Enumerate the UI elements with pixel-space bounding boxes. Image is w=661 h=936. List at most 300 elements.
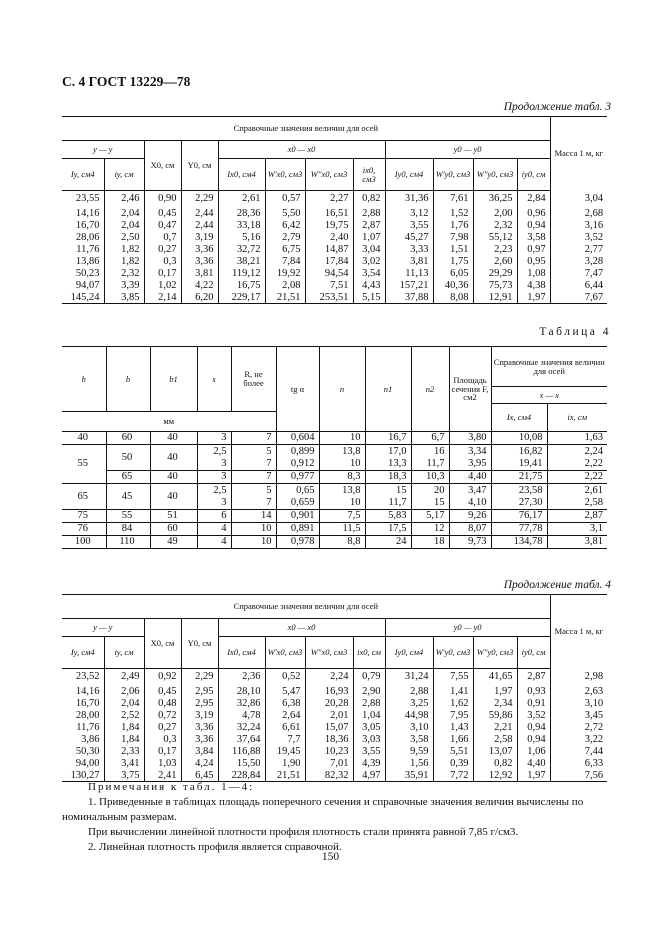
table-cell: 17,5 <box>365 523 411 536</box>
table-cell: 1,52 <box>433 208 473 220</box>
table-cell: 28,00 <box>75 709 100 721</box>
table-cell: 2,58 <box>547 497 607 510</box>
table-cell: 2,61 <box>218 191 265 208</box>
table-cell: 3,55 <box>385 220 433 232</box>
table-cell: 0,91 <box>517 698 550 710</box>
table-cell: 7,7 <box>265 734 305 746</box>
sub-header-8: W''y0, см3 <box>473 159 517 191</box>
table-cell: 3,47 <box>449 484 491 497</box>
table-cell: 0,94 <box>517 220 550 232</box>
table-cell: 5,16 <box>218 232 265 244</box>
table-cell: 4,10 <box>449 497 491 510</box>
table-row <box>62 232 607 244</box>
table-cell: 3,36 <box>181 722 218 734</box>
table-cell: 3,81 <box>181 268 218 280</box>
table-cell: 60 <box>150 523 197 536</box>
sub-header-6: Iy0, см4 <box>385 159 433 191</box>
table-cell: 49 <box>150 536 197 549</box>
table-cell: 27,30 <box>491 497 547 510</box>
table-row <box>62 280 607 292</box>
col-n2: n2 <box>411 347 449 432</box>
table-cell: 3,58 <box>517 232 550 244</box>
table-cell: 1,84 <box>104 734 144 746</box>
table-cell: 2,40 <box>305 232 353 244</box>
table-cell: 116,88 <box>218 746 265 758</box>
table-cell: 12 <box>411 523 449 536</box>
table-cell: 2,90 <box>353 686 385 698</box>
group-header: Справочные значения величин для осей <box>62 595 550 619</box>
table-cell: 2,84 <box>517 191 550 208</box>
table-cell: 94,54 <box>305 268 353 280</box>
table-cell: 228,84 <box>218 770 265 782</box>
table-row <box>62 710 607 722</box>
table-cell: 0,52 <box>265 669 305 686</box>
table-cell: 2,21 <box>473 722 517 734</box>
table-cell: 2,5 <box>197 484 231 497</box>
table-cell: 3,80 <box>449 432 491 445</box>
table-cell: 2,52 <box>104 710 144 722</box>
table-cell: 0,45 <box>144 686 181 698</box>
table-cell: 1,02 <box>144 280 181 292</box>
table-cell: 0,901 <box>276 510 319 523</box>
table-cell: 0,604 <box>276 432 319 445</box>
table4-title: Таблица 4 <box>539 326 611 338</box>
table-row <box>62 432 607 445</box>
axis-y0: y0 — y0 <box>385 619 550 637</box>
table-row <box>62 746 607 758</box>
table-cell: 1,82 <box>104 244 144 256</box>
table-cell: 0,79 <box>353 669 385 686</box>
table-cell: 253,51 <box>305 292 353 304</box>
table-cell: 3,36 <box>181 256 218 268</box>
table-cell: 8,8 <box>319 536 365 549</box>
table-cell: 3 <box>197 497 231 510</box>
table-cell: 1,56 <box>385 758 433 770</box>
table-cell: 13,86 <box>75 255 100 267</box>
axis-x0: x0 — x0 <box>218 141 385 159</box>
table-cell: 3,28 <box>550 256 607 268</box>
table-cell: 19,45 <box>265 746 305 758</box>
table-cell: 45 <box>106 484 150 510</box>
table-cell: 5 <box>231 484 276 497</box>
table-cell: 18,36 <box>305 734 353 746</box>
table-cell: 2,88 <box>353 698 385 710</box>
table-cell: 5,51 <box>433 746 473 758</box>
table-cell: 2,49 <box>104 669 144 686</box>
table-cell: 16,70 <box>75 219 100 231</box>
table-cell: 20,28 <box>305 698 353 710</box>
table-cell: 3,05 <box>353 722 385 734</box>
table-cell: 6,42 <box>265 220 305 232</box>
table-cell: 23,52 <box>75 671 100 683</box>
col-b1: b1 <box>150 347 197 412</box>
table-cell: 36,25 <box>473 191 517 208</box>
table-cell: 3,36 <box>181 244 218 256</box>
table-cell: 50,23 <box>75 267 100 279</box>
table-cell: 18 <box>411 536 449 549</box>
table4 <box>62 346 607 549</box>
table-cell: 12,92 <box>473 770 517 782</box>
sub-header-5: ix0, см3 <box>353 159 385 191</box>
table-cell: 38,21 <box>218 256 265 268</box>
table-cell: 60 <box>106 432 150 445</box>
table-cell: 0,978 <box>276 536 319 549</box>
table-cell: 18,3 <box>365 471 411 484</box>
table-cell: 2,04 <box>104 208 144 220</box>
table-cell: 76,17 <box>491 510 547 523</box>
table-cell: 7,61 <box>433 191 473 208</box>
table-cell: 6,61 <box>265 722 305 734</box>
table-cell: 2,95 <box>181 698 218 710</box>
table-row <box>62 191 607 208</box>
note-3: 2. Линейная плотность профиля является справочной. <box>88 841 342 853</box>
table-cell: 5 <box>231 445 276 458</box>
table-cell: 10,23 <box>305 746 353 758</box>
table-cell: 6,44 <box>550 280 607 292</box>
table-cell: 0,3 <box>144 734 181 746</box>
group-header: Справочные значения величин для осей <box>62 117 550 141</box>
table-cell: 0,977 <box>276 471 319 484</box>
table-cell: 1,90 <box>265 758 305 770</box>
table-cell: 13,8 <box>319 484 365 497</box>
table-cell: 33,18 <box>218 220 265 232</box>
table-cell: 2,87 <box>547 510 607 523</box>
table-cell: 2,27 <box>305 191 353 208</box>
table-cell: 2,77 <box>550 244 607 256</box>
table-cell: 5,50 <box>265 208 305 220</box>
sub-header-7: W'y0, см3 <box>433 159 473 191</box>
table-cell: 40 <box>150 471 197 484</box>
table-cell: 31,24 <box>385 669 433 686</box>
table-cell: 32,24 <box>218 722 265 734</box>
table-cell: 23,58 <box>491 484 547 497</box>
table-cell: 13,3 <box>365 458 411 471</box>
table4-continuation <box>62 594 607 782</box>
table-cell: 6,75 <box>265 244 305 256</box>
table-cell: 3,19 <box>181 710 218 722</box>
table-cell: 0,912 <box>276 458 319 471</box>
table-cell: 55 <box>106 510 150 523</box>
sub-header-6: Iy0, см4 <box>385 637 433 669</box>
table-cell: 2,60 <box>473 256 517 268</box>
table-cell: 11,7 <box>365 497 411 510</box>
axis-yy: y — y <box>62 141 144 159</box>
table-cell: 2,88 <box>353 208 385 220</box>
table-cell: 0,39 <box>433 758 473 770</box>
table-cell: 16,93 <box>305 686 353 698</box>
table-cell: 41,65 <box>473 669 517 686</box>
table-cell: 0,97 <box>517 244 550 256</box>
table-cell: 110 <box>106 536 150 549</box>
table-cell: 3,10 <box>550 698 607 710</box>
col-tg: tg α <box>276 347 319 432</box>
table-cell: 7,55 <box>433 669 473 686</box>
table-cell: 3,10 <box>385 722 433 734</box>
table-cell: 0,94 <box>517 722 550 734</box>
table-cell: 32,72 <box>218 244 265 256</box>
table-cell: 2,44 <box>181 220 218 232</box>
table-cell: 7,56 <box>550 770 607 782</box>
table-cell: 2,22 <box>547 471 607 484</box>
table-cell: 2,32 <box>473 220 517 232</box>
table-cell: 15 <box>365 484 411 497</box>
table-cell: 10 <box>319 458 365 471</box>
table-cell: 14,87 <box>305 244 353 256</box>
table-cell: 7,72 <box>433 770 473 782</box>
table-cell: 37,88 <box>385 292 433 304</box>
table-cell: 14,16 <box>75 207 100 219</box>
table-cell: 11,76 <box>76 721 100 733</box>
table-cell: 7,67 <box>550 292 607 304</box>
table-cell: 75,73 <box>473 280 517 292</box>
mass-header: Масса 1 м, кг <box>550 595 607 669</box>
table-cell: 19,41 <box>491 458 547 471</box>
table-cell: 7,98 <box>433 232 473 244</box>
table-cell: 14 <box>231 510 276 523</box>
table-cell: 2,72 <box>550 722 607 734</box>
table-cell: 3,54 <box>353 268 385 280</box>
table-cell: 4 <box>197 536 231 549</box>
notes-title: Примечания к табл. 1—4: <box>88 781 255 793</box>
table-cell: 3,22 <box>550 734 607 746</box>
table-row <box>62 669 607 686</box>
table-cell: 0,47 <box>144 220 181 232</box>
table-cell: 0,27 <box>144 244 181 256</box>
table-row <box>62 484 607 497</box>
table-cell: 2,95 <box>181 686 218 698</box>
table-cell: 15 <box>411 497 449 510</box>
sub-header-1: iy, см <box>104 637 144 669</box>
table-cell: 4,40 <box>517 758 550 770</box>
table-cell: 10,3 <box>411 471 449 484</box>
table-cell: 0,899 <box>276 445 319 458</box>
table-cell: 2,34 <box>473 698 517 710</box>
table-cell: 2,5 <box>197 445 231 458</box>
table-row <box>62 208 607 220</box>
sub-header-7: W'y0, см3 <box>433 637 473 669</box>
table-cell: 2,29 <box>181 191 218 208</box>
table-cell: 2,44 <box>181 208 218 220</box>
table-cell: 75 <box>62 510 106 523</box>
table-cell: 12,91 <box>473 292 517 304</box>
table-row <box>62 268 607 280</box>
sub-header-0: Iy, см4 <box>70 647 95 658</box>
sub-header-5: ix0, см <box>353 637 385 669</box>
table-cell: 3,04 <box>550 191 607 208</box>
table-cell: 7 <box>231 471 276 484</box>
table-cell: 6,20 <box>181 292 218 304</box>
table-cell: 3,12 <box>385 208 433 220</box>
table-row <box>62 734 607 746</box>
table-cell: 94,00 <box>75 757 100 769</box>
table-cell: 2,64 <box>265 710 305 722</box>
table-cell: 11,7 <box>411 458 449 471</box>
table-cell: 3,39 <box>104 280 144 292</box>
table-cell: 17,84 <box>305 256 353 268</box>
table-cell: 2,04 <box>104 698 144 710</box>
table-cell: 3,55 <box>353 746 385 758</box>
table-cell: 2,63 <box>550 686 607 698</box>
table-cell: 21,75 <box>491 471 547 484</box>
table-cell: 40 <box>150 432 197 445</box>
table-cell: 3,19 <box>181 232 218 244</box>
table-cell: 21,51 <box>265 292 305 304</box>
table-cell: 1,04 <box>353 710 385 722</box>
table-cell: 3 <box>197 458 231 471</box>
table-row <box>62 758 607 770</box>
table-cell: 0,95 <box>517 256 550 268</box>
table-cell: 2,04 <box>104 220 144 232</box>
table-cell: 13,8 <box>319 445 365 458</box>
table-cell: 3,02 <box>353 256 385 268</box>
table-cell: 35,91 <box>385 770 433 782</box>
table-cell: 7,47 <box>550 268 607 280</box>
table-cell: 2,50 <box>104 232 144 244</box>
table-cell: 3,25 <box>385 698 433 710</box>
table-row <box>62 536 607 549</box>
table-cell: 1,62 <box>433 698 473 710</box>
col-h: h <box>81 373 86 384</box>
table-cell: 55,12 <box>473 232 517 244</box>
table-cell: 1,84 <box>104 722 144 734</box>
table-cell: 0,17 <box>144 268 181 280</box>
table-cell: 3,34 <box>449 445 491 458</box>
table-cell: 0,82 <box>353 191 385 208</box>
table-row <box>62 244 607 256</box>
table-cell: 0,27 <box>144 722 181 734</box>
table-cell: 2,98 <box>550 669 607 686</box>
table-cell: 3,1 <box>547 523 607 536</box>
table-cell: 16,82 <box>491 445 547 458</box>
table-cell: 2,79 <box>265 232 305 244</box>
col-area: Площадь сечения F, см2 <box>449 347 491 432</box>
ref-header: Справочные значения величин для осей <box>491 347 607 387</box>
axis-xx: x — x <box>491 387 607 404</box>
table-cell: 23,55 <box>75 193 100 205</box>
table-cell: 130,27 <box>62 770 104 782</box>
table-cell: 10 <box>231 523 276 536</box>
table3-continuation <box>62 116 607 304</box>
table-cell: 3,95 <box>449 458 491 471</box>
table-cell: 4,78 <box>218 710 265 722</box>
table-cell: 2,22 <box>547 458 607 471</box>
table-cell: 2,88 <box>385 686 433 698</box>
table-cell: 40 <box>150 484 197 510</box>
table-cell: 0,659 <box>276 497 319 510</box>
table-cell: 145,24 <box>62 292 104 304</box>
table-cell: 28,06 <box>75 231 100 243</box>
table-cell: 0,96 <box>517 208 550 220</box>
table-cell: 3,81 <box>547 536 607 549</box>
table-cell: 1,97 <box>517 292 550 304</box>
col-n: n <box>319 347 365 432</box>
table-cell: 0,65 <box>276 484 319 497</box>
col-b: b <box>106 347 150 412</box>
table-cell: 59,86 <box>473 710 517 722</box>
table-cell: 3,58 <box>385 734 433 746</box>
sub-header-9: iy0, см <box>517 159 550 191</box>
table-cell: 1,63 <box>547 432 607 445</box>
table-cell: 7,95 <box>433 710 473 722</box>
table-cell: 84 <box>106 523 150 536</box>
col-x0: X0, см <box>144 619 181 669</box>
table-cell: 16,70 <box>75 697 100 709</box>
table-cell: 5,17 <box>411 510 449 523</box>
table-cell: 1,03 <box>144 758 181 770</box>
table-cell: 9,59 <box>385 746 433 758</box>
table-cell: 1,97 <box>473 686 517 698</box>
table-row <box>62 220 607 232</box>
table-cell: 6,33 <box>550 758 607 770</box>
table-cell: 7,44 <box>550 746 607 758</box>
table-cell: 77,78 <box>491 523 547 536</box>
table-cell: 2,24 <box>305 669 353 686</box>
table-cell: 4,97 <box>353 770 385 782</box>
col-y0: Y0, см <box>181 141 218 191</box>
table-cell: 9,26 <box>449 510 491 523</box>
table-cell: 3,16 <box>550 220 607 232</box>
note-2: При вычислении линейной плотности профиля плотность стали принята равной 7,85 г/см3. <box>88 826 519 838</box>
sub-header-0: Iy, см4 <box>70 169 95 180</box>
sub-header-9: iy0, см <box>517 637 550 669</box>
table-cell: 6,45 <box>181 770 218 782</box>
table-cell: 10,08 <box>491 432 547 445</box>
table-cell: 51 <box>150 510 197 523</box>
table-cell: 20 <box>411 484 449 497</box>
table-cell: 3,45 <box>550 710 607 722</box>
table-cell: 2,23 <box>473 244 517 256</box>
table-cell: 0,82 <box>473 758 517 770</box>
table-cell: 1,75 <box>433 256 473 268</box>
table-cell: 2,32 <box>104 268 144 280</box>
table-cell: 40 <box>62 432 106 445</box>
sub-header-2: Ix0, см4 <box>218 159 265 191</box>
table-cell: 2,29 <box>181 669 218 686</box>
table-cell: 3,86 <box>81 733 100 745</box>
table-cell: 50,30 <box>75 745 100 757</box>
table-row <box>62 292 607 304</box>
table-cell: 0,94 <box>517 734 550 746</box>
table-cell: 8,07 <box>449 523 491 536</box>
table-cell: 29,29 <box>473 268 517 280</box>
table-cell: 119,12 <box>218 268 265 280</box>
col-R: R, не более <box>231 347 276 412</box>
table-cell: 45,27 <box>385 232 433 244</box>
col-y0: Y0, см <box>181 619 218 669</box>
table-cell: 11,13 <box>385 268 433 280</box>
table-cell: 3,52 <box>550 232 607 244</box>
table-cell: 7,5 <box>319 510 365 523</box>
unit-mm: мм <box>62 412 276 432</box>
table-cell: 16 <box>411 445 449 458</box>
table-cell: 82,32 <box>305 770 353 782</box>
table-cell: 5,83 <box>365 510 411 523</box>
table-cell: 65 <box>62 484 106 510</box>
table-cell: 4,24 <box>181 758 218 770</box>
table-cell: 10 <box>319 432 365 445</box>
table-cell: 6,7 <box>411 432 449 445</box>
table-cell: 157,21 <box>385 280 433 292</box>
table-cell: 24 <box>365 536 411 549</box>
table-cell: 3 <box>197 432 231 445</box>
table-cell: 21,51 <box>265 770 305 782</box>
table-cell: 16,75 <box>218 280 265 292</box>
table-cell: 4 <box>197 523 231 536</box>
table-cell: 0,48 <box>144 698 181 710</box>
table-cell: 2,36 <box>218 669 265 686</box>
table-cell: 15,07 <box>305 722 353 734</box>
note-1: 1. Приведенные в таблицах площадь поперечного сечения и справочные значения величин вычислены по номинальным размерам. <box>62 796 584 823</box>
